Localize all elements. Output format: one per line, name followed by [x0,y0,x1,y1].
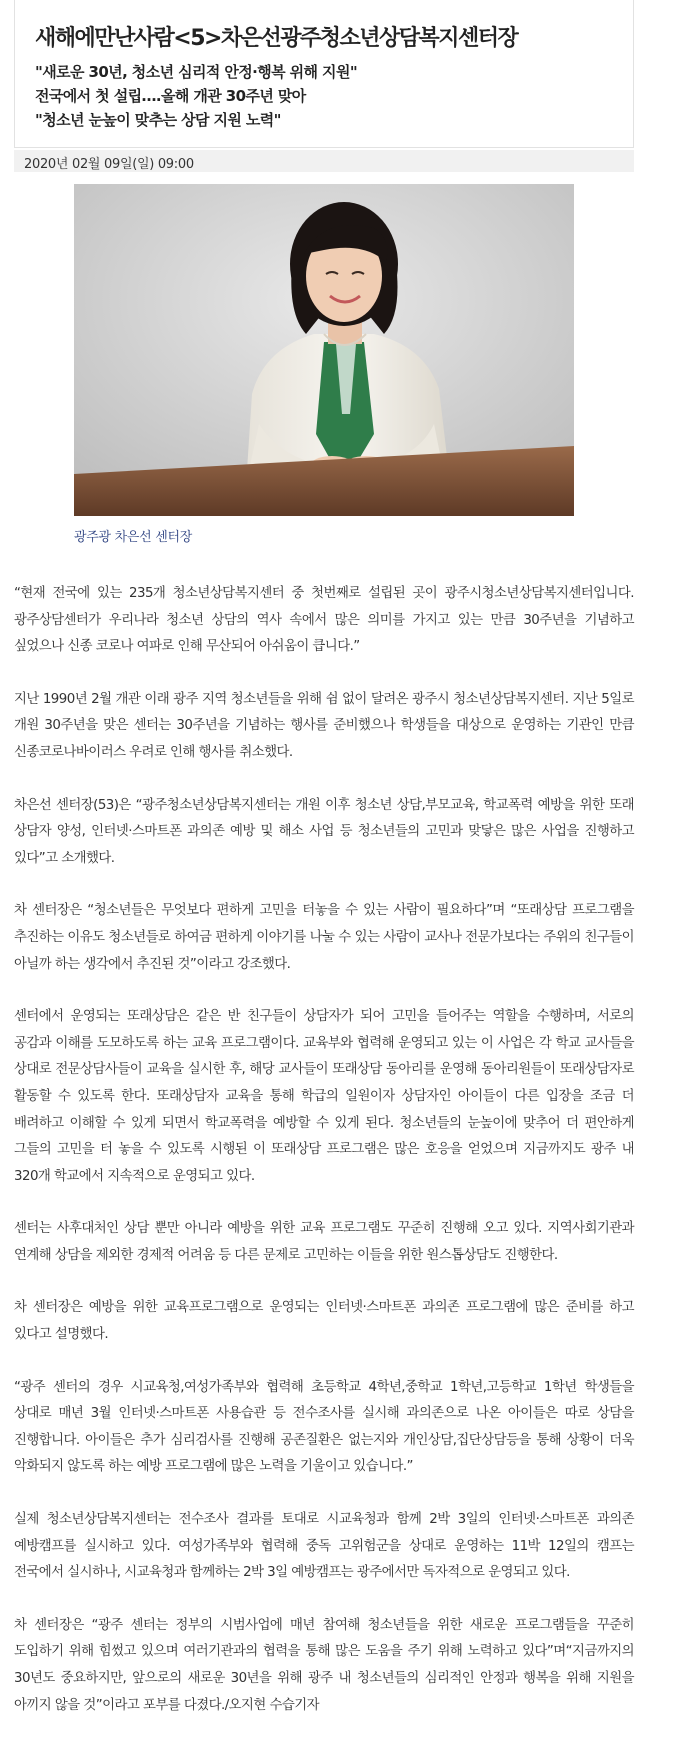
body-paragraph: “현재 전국에 있는 235개 청소년상담복지센터 중 첫번째로 설립된 곳이 광주시청소년상담복지센터입니다. 광주상담센터가 우리나라 청소년 상담의 역사 속에서 많은 의미를 가지고 있는 만큼 30주년을 기념하고 싶었으나 신종 코로나 여파로 인해 무산되어 아쉬움이 큽니다.” [14,586,634,655]
article-photo [74,184,574,516]
dateline [14,150,634,172]
body-paragraph: 지난 1990년 2월 개관 이래 광주 지역 청소년들을 위해 쉼 없이 달려온 광주시 청소년상담복지센터. 지난 5일로 개원 30주년을 맞은 센터는 30주년을 기념하는 행사를 준비했으나 학생들을 대상으로 운영하는 기관인 만큼 신종코로나바이러스 우려로 인해 행사를 취소했다. [14,691,634,760]
body-paragraph: 센터에서 운영되는 또래상담은 같은 반 친구들이 상담자가 되어 고민을 들어주는 역할을 수행하며, 서로의 공감과 이해를 도모하도록 하는 교육 프로그램이다. 교육부와 협력해 운영되고 있는 이 사업은 각 학교 교사들을 상대로 전문상담사들이 교육을 실시한 후, 해당 교사들이 또래상담 동아리를 운영해 동아리원들이 또래상담자로 활동할 수 있도록 한다. 또래상담자 교육을 통해 학급의 일원이자 상담자인 아이들이 다른 입장을 조금 더 배려하고 이해할 수 있게 되면서 학교폭력을 예방할 수 있게 된다. 청소년들의 눈높이에 맞추어 더 편안하게 그들의 고민을 터 놓을 수 있도록 시행된 이 또래상담 프로그램은 많은 호응을 얻었으며 지금까지도 광주 내 320개 학교에서 지속적으로 운영되고 있다. [14,1009,634,1184]
body-paragraph: 차 센터장은 예방을 위한 교육프로그램으로 운영되는 인터넷·스마트폰 과의존 프로그램에 많은 준비를 하고 있다고 설명했다. [14,1300,634,1343]
body-paragraph: 차 센터장은 “청소년들은 무엇보다 편하게 고민을 터놓을 수 있는 사람이 필요하다”며 “또래상담 프로그램을 추진하는 이유도 청소년들로 하여금 편하게 이야기를 나눌 수 있는 사람이 교사나 전문가보다는 주위의 친구들이 아닐까 하는 생각에서 추진된 것”이라고 강조했다. [14,903,634,972]
photo-caption: 광주광 차은선 센터장 [74,530,192,545]
body-paragraph: 차은선 센터장(53)은 “광주청소년상담복지센터는 개원 이후 청소년 상담,부모교육, 학교폭력 예방을 위한 또래 상담자 양성, 인터넷·스마트폰 과의존 예방 및 해소 사업 등 청소년들의 고민과 맞닿은 많은 사업을 진행하고 있다”고 소개했다. [14,797,634,866]
article-body [14,581,634,1745]
body-paragraph: 차 센터장은 “광주 센터는 정부의 시범사업에 매년 참여해 청소년들을 위한 새로운 프로그램들을 꾸준히 도입하기 위해 힘썼고 있으며 여러기관과의 협력을 통해 많은 도움을 주기 위해 노력하고 있다”며“지금까지의 30년도 중요하지만, 앞으로의 새로운 30년을 위해 광주 내 청소년들의 심리적인 안정과 행복을 위해 지원을 아끼지 않을 것”이라고 포부를 다졌다./오지현 수습기자 [14,1617,634,1713]
article-header [14,0,634,148]
article-headline: 새해에만난사람<5>차은선광주청소년상담복지센터장 [35,26,518,51]
subhead-line: "새로운 30년, 청소년 심리적 안정·행복 위해 지원" [35,63,358,81]
subhead-line: "청소년 눈높이 맞추는 상담 지원 노력" [35,111,281,129]
portrait-photo [74,184,574,516]
body-paragraph: 센터는 사후대처인 상담 뿐만 아니라 예방을 위한 교육 프로그램도 꾸준히 진행해 오고 있다. 지역사회기관과 연계해 상담을 제외한 경제적 어려움 등 다른 문제로 고민하는 이들을 위한 원스톱상담도 진행한다. [14,1221,634,1263]
body-paragraph: “광주 센터의 경우 시교육청,여성가족부와 협력해 초등학교 4학년,중학교 1학년,고등학교 1학년 학생들을 상대로 매년 3월 인터넷·스마트폰 사용습관 등 전수조사를 실시해 과의존으로 나온 아이들은 따로 상담을 진행합니다. 아이들은 추가 심리검사를 진행해 공존질환은 없는지와 개인상담,집단상담등을 통해 상황이 더욱 악화되지 않도록 하는 예방 프로그램에 많은 노력을 기울이고 있습니다.” [14,1379,634,1475]
body-paragraph: 실제 청소년상담복지센터는 전수조사 결과를 토대로 시교육청과 함께 2박 3일의 인터넷·스마트폰 과의존 예방캠프를 실시하고 있다. 여성가족부와 협력해 중독 고위험군을 상대로 운영하는 11박 12일의 캠프는 전국에서 실시하나, 시교육청과 함께하는 2박 3일 예방캠프는 광주에서만 독자적으로 운영되고 있다. [14,1512,634,1581]
article-subheads [35,60,357,132]
publish-date: 2020년 02월 09일(일) 09:00 [24,157,194,172]
subhead-line: 전국에서 첫 설립….올해 개관 30주년 맞아 [35,87,306,105]
